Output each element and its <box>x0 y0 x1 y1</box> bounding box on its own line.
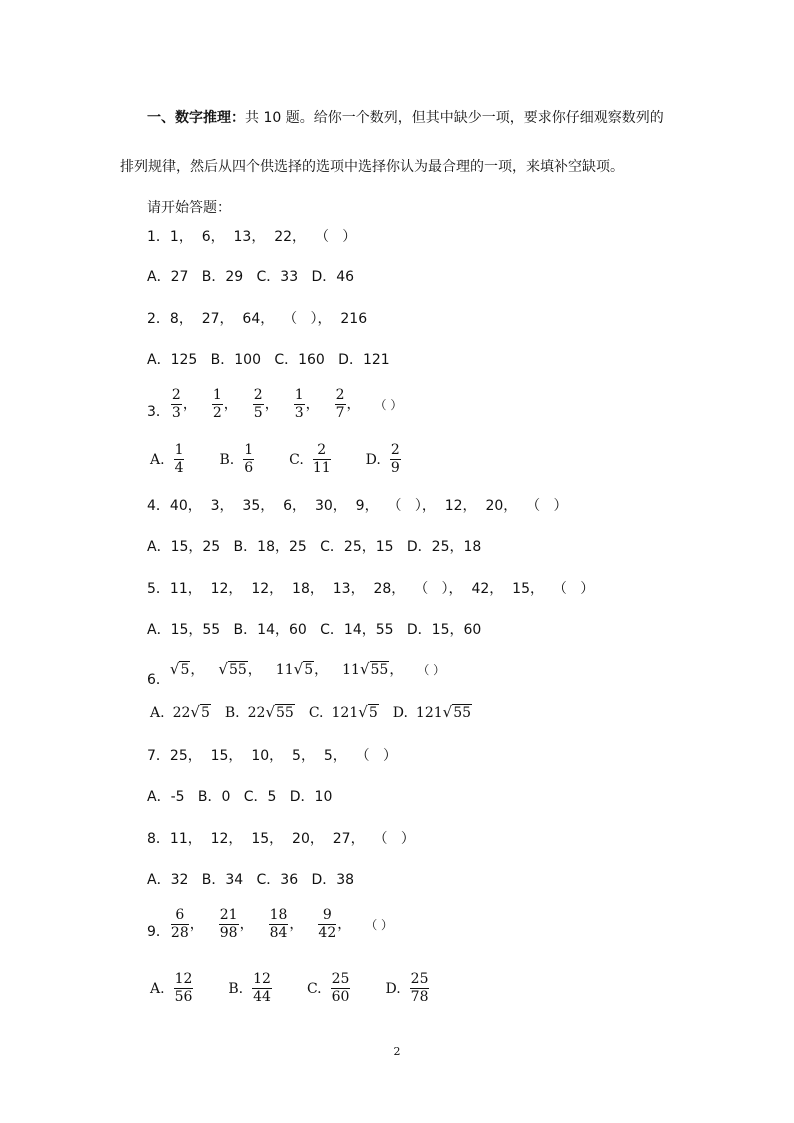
separator: ， <box>305 396 320 413</box>
fraction-denominator: 44 <box>253 989 271 1005</box>
question-number: 3． <box>147 404 170 420</box>
sqrt-icon: √ <box>169 660 180 678</box>
sqrt-icon: √ <box>293 660 304 678</box>
option-label: C. <box>289 451 304 468</box>
start-prompt: 请开始答题： <box>147 200 231 216</box>
fraction <box>269 908 289 941</box>
fraction-denominator: 4 <box>174 460 184 476</box>
question-8: 8．11， 12， 15， 20， 27， （ ） <box>147 831 415 847</box>
fraction <box>294 388 305 421</box>
fraction-numerator: 1 <box>244 442 254 458</box>
fraction-numerator: 2 <box>390 442 400 458</box>
fraction-denominator: 9 <box>390 460 400 476</box>
radical-expression <box>332 703 379 721</box>
radical-coefficient: 121 <box>331 705 359 721</box>
separator: ， <box>264 396 279 413</box>
sqrt-icon: √ <box>359 660 370 678</box>
separator: ， <box>223 396 238 413</box>
radicand: 5 <box>368 705 378 721</box>
radical-expression <box>416 703 472 721</box>
radical-expression <box>218 660 247 678</box>
question-number: 6． <box>147 672 170 688</box>
radical-expression <box>248 703 295 721</box>
radicand: 55 <box>228 662 247 678</box>
fraction-numerator: 1 <box>212 387 222 403</box>
option-label: A. <box>150 980 165 997</box>
question-4-options: A．15，25 B．18，25 C．25，15 D．25，18 <box>147 539 482 555</box>
fraction-denominator: 11 <box>312 460 331 476</box>
radicand: 55 <box>370 662 389 678</box>
option-label: D. <box>385 980 401 997</box>
question-6 <box>147 659 446 688</box>
question-3-options <box>150 443 436 476</box>
fraction-numerator: 25 <box>331 971 350 987</box>
separator: ， <box>314 662 329 678</box>
fraction-numerator: 21 <box>219 907 238 923</box>
separator: ， <box>337 916 352 933</box>
sqrt-icon: √ <box>358 703 368 721</box>
fraction-numerator: 1 <box>174 442 184 458</box>
question-1: 1．1， 6， 13， 22， （ ） <box>147 229 357 245</box>
fraction-numerator: 6 <box>171 908 189 925</box>
radical-coefficient: 22 <box>172 705 191 721</box>
fraction-denominator: 7 <box>335 405 345 421</box>
question-5-options: A．15，55 B．14，60 C．14，55 D．15，60 <box>147 622 482 638</box>
radical-expression <box>276 660 314 678</box>
question-1-options: A．27 B．29 C．33 D．46 <box>147 269 355 285</box>
question-7-options: A．-5 B．0 C．5 D．10 <box>147 789 333 805</box>
sqrt-icon: √ <box>218 660 228 678</box>
question-5: 5．11， 12， 12， 18， 13， 28， （ ）， 42， 15， （ ） <box>147 581 595 597</box>
question-8-options: A．32 B．34 C．36 D．38 <box>147 872 355 888</box>
question-7: 7．25， 15， 10， 5， 5， （ ） <box>147 748 398 764</box>
option-label: A. <box>150 705 165 721</box>
intro-line-1 <box>147 109 664 127</box>
fraction-numerator: 12 <box>253 971 271 987</box>
radical-coefficient: 22 <box>247 705 266 721</box>
fraction-numerator: 2 <box>253 387 263 403</box>
sqrt-icon: √ <box>265 703 276 721</box>
fraction <box>212 388 223 421</box>
radical-expression <box>342 660 389 678</box>
fraction <box>335 388 346 421</box>
radicand: 5 <box>180 662 190 678</box>
radical-expression <box>170 660 190 678</box>
fraction-denominator: 5 <box>253 405 263 421</box>
question-number: 9． <box>147 924 170 940</box>
radicand: 55 <box>453 705 472 721</box>
fraction <box>410 972 430 1005</box>
fraction-denominator: 2 <box>212 405 222 421</box>
question-9 <box>147 908 393 941</box>
radicand: 5 <box>200 705 210 721</box>
fraction <box>252 972 272 1005</box>
separator: ， <box>389 662 404 678</box>
option-label: D. <box>392 705 408 721</box>
intro-line-2: 排列规律，然后从四个供选择的选项中选择你认为最合理的一项，来填补空缺项。 <box>120 159 624 175</box>
separator: ， <box>189 916 204 933</box>
option-label: D. <box>365 451 381 468</box>
fraction <box>331 972 351 1005</box>
question-6-options <box>150 703 486 721</box>
fraction-denominator: 42 <box>318 925 337 941</box>
option-label: C. <box>306 980 322 997</box>
question-2-options: A．125 B．100 C．160 D．121 <box>147 352 390 368</box>
separator: ， <box>239 916 254 933</box>
option-label: B. <box>224 705 240 721</box>
question-9-options <box>150 972 464 1005</box>
separator: ， <box>346 396 361 413</box>
option-label: C. <box>308 705 324 721</box>
fraction-denominator: 78 <box>410 989 429 1005</box>
fraction-numerator: 2 <box>171 387 181 403</box>
fraction <box>171 908 189 941</box>
fraction <box>171 388 182 421</box>
separator: ， <box>289 916 304 933</box>
fraction-numerator: 9 <box>318 908 336 925</box>
fraction <box>390 443 401 476</box>
fraction-denominator: 56 <box>174 989 193 1005</box>
separator: ， <box>182 396 197 413</box>
blank: （ ） <box>417 663 446 677</box>
fraction <box>174 972 194 1005</box>
fraction-numerator: 18 <box>269 907 288 923</box>
fraction-denominator: 6 <box>244 460 254 476</box>
radicand: 5 <box>304 662 314 678</box>
separator: ， <box>247 662 262 678</box>
fraction-denominator: 84 <box>269 925 288 941</box>
fraction-denominator: 28 <box>170 925 189 941</box>
fraction-numerator: 2 <box>313 443 331 460</box>
radical-expression <box>173 703 211 721</box>
radical-coefficient: 11 <box>342 662 360 678</box>
sqrt-icon: √ <box>190 703 200 721</box>
fraction-denominator: 3 <box>171 405 181 421</box>
fraction-numerator: 12 <box>174 971 193 987</box>
fraction <box>219 908 239 941</box>
fraction-numerator: 2 <box>335 387 345 403</box>
page-number: 2 <box>393 1045 401 1058</box>
fraction-numerator: 25 <box>410 971 429 987</box>
fraction <box>174 443 185 476</box>
fraction-numerator: 1 <box>294 387 304 403</box>
fraction <box>318 908 336 941</box>
question-4: 4．40， 3， 35， 6， 30， 9， （ ）， 12， 20， （ ） <box>147 498 568 514</box>
option-label: B. <box>219 451 235 468</box>
fraction <box>253 388 264 421</box>
blank: （ ） <box>374 398 403 412</box>
section-heading: 一、数字推理： <box>147 110 245 126</box>
radicand: 55 <box>276 705 294 721</box>
intro-text-1: 共 10 题。给你一个数列，但其中缺少一项，要求你仔细观察数列的 <box>245 110 664 126</box>
radical-coefficient: 11 <box>275 662 294 678</box>
option-label: B. <box>228 980 244 997</box>
blank: （ ） <box>365 918 394 932</box>
fraction <box>243 443 254 476</box>
fraction <box>313 443 331 476</box>
radical-coefficient: 121 <box>415 705 443 721</box>
fraction-denominator: 98 <box>219 925 238 941</box>
fraction-denominator: 60 <box>331 989 350 1005</box>
question-2: 2．8， 27， 64， （ ）， 216 <box>147 311 368 327</box>
question-3 <box>147 388 402 421</box>
separator: ， <box>190 662 205 678</box>
option-label: A. <box>150 451 165 468</box>
fraction-denominator: 3 <box>294 405 304 421</box>
sqrt-icon: √ <box>442 703 453 721</box>
